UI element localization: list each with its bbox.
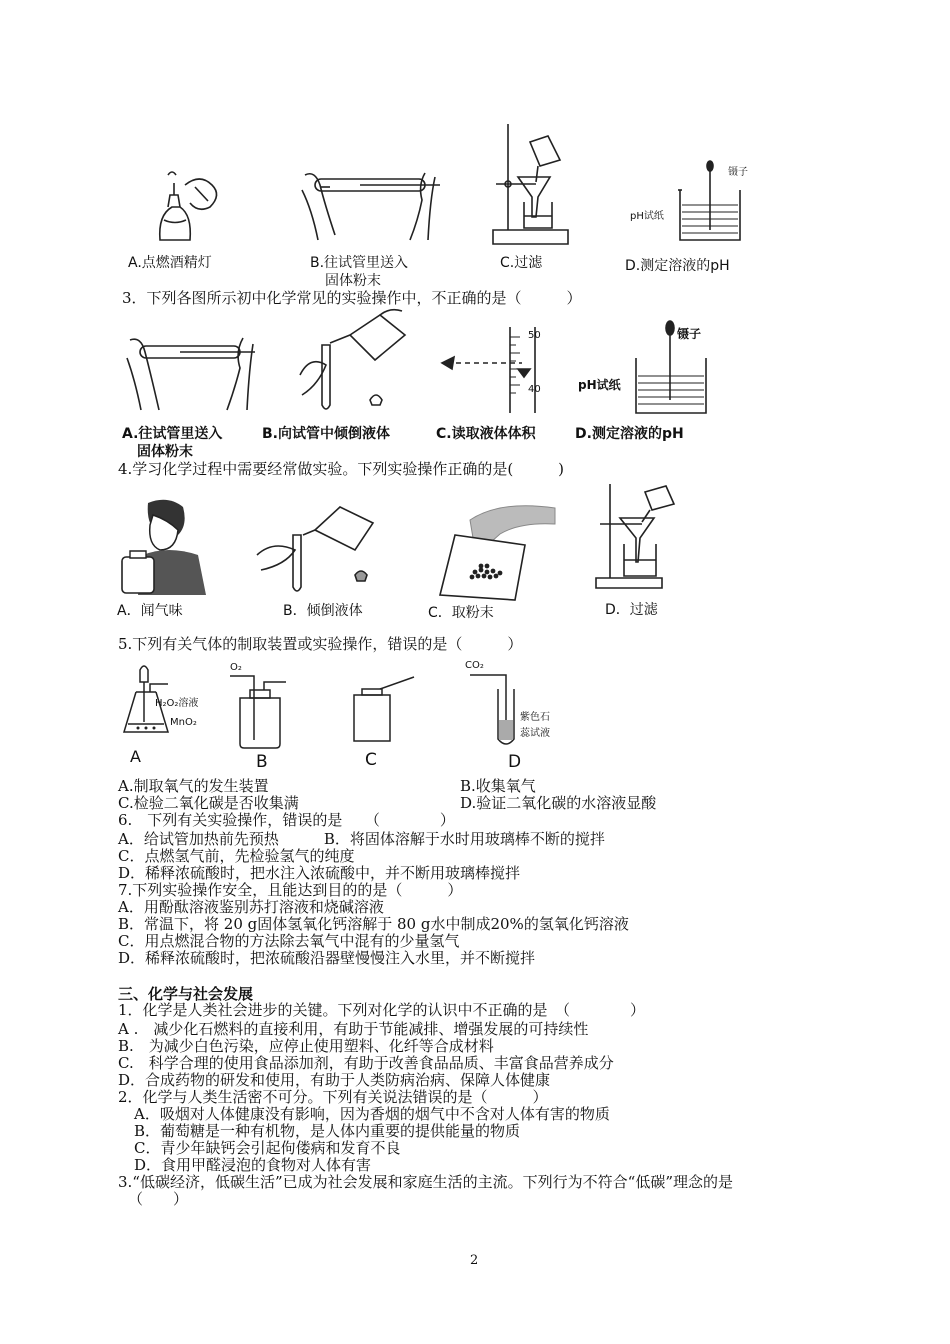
q3-test-tube-powder-figure [125, 330, 260, 415]
page-number: 2 [470, 1253, 479, 1268]
label-scale-40: 40 [528, 384, 541, 395]
label-tweezers-top: 镊子 [728, 167, 748, 178]
q3-stem: 3．下列各图所示初中化学常见的实验操作中，不正确的是（ ） [122, 289, 582, 307]
q3-pour-liquid-figure [290, 305, 420, 415]
test-tube-powder-figure [300, 165, 445, 245]
label-ph-paper-q3: pH试纸 [578, 378, 621, 392]
top-caption-c: C.过滤 [500, 255, 543, 271]
q6-stem: 6. 下列有关实验操作，错误的是 （ ） [118, 811, 455, 829]
q7-option-b: B．常温下，将 20 g固体氢氧化钙溶解于 80 g水中制成20%的氢氧化钙溶液 [118, 915, 629, 933]
q4-caption-b: B．倾倒液体 [283, 603, 363, 619]
q4-caption-a: A．闻气味 [117, 603, 183, 619]
s3-q3-stem: 3.“低碳经济，低碳生活”已成为社会发展和家庭生活的主流。下列行为不符合“低碳”理念的是 [118, 1173, 733, 1191]
filtration-figure [488, 122, 578, 247]
q3-caption-d: D.测定溶液的pH [575, 426, 684, 442]
q5-label-mno2: MnO₂ [170, 717, 197, 728]
section-heading: 三、化学与社会发展 [118, 985, 254, 1003]
s3-q2-option-c: C．青少年缺钙会引起佝偻病和发育不良 [134, 1139, 401, 1157]
q7-option-a: A．用酚酞溶液鉴别苏打溶液和烧碱溶液 [118, 898, 384, 916]
q5-label-co2: CO₂ [465, 660, 484, 671]
q4-take-powder-figure [420, 500, 560, 600]
q3-caption-a1: A.往试管里送入 [122, 426, 223, 442]
top-caption-b1: B.往试管里送入 [310, 255, 409, 271]
top-caption-d: D.测定溶液的pH [625, 258, 730, 274]
q5-option-d: D.验证二氧化碳的水溶液显酸 [460, 794, 657, 812]
s3-q1-option-c: C. 科学合理的使用食品添加剂，有助于改善食品品质、丰富食品营养成分 [118, 1054, 614, 1072]
q5-option-a: A.制取氧气的发生装置 [118, 777, 269, 795]
s3-q2-option-a: A．吸烟对人体健康没有影响，因为香烟的烟气中不含对人体有害的物质 [134, 1105, 610, 1123]
q7-stem: 7.下列实验操作安全，且能达到目的的是（ ） [118, 881, 463, 899]
q5-letter-d: D [508, 752, 522, 772]
q5-label-litmus-2: 蕊试液 [520, 728, 550, 739]
alcohol-lamp-figure [150, 165, 230, 245]
s3-q3-blank: （ ） [128, 1190, 189, 1208]
q5-stem: 5.下列有关气体的制取装置或实验操作，错误的是（ ） [118, 635, 523, 653]
q3-caption-a2: 固体粉末 [137, 444, 193, 460]
q6-option-d: D．稀释浓硫酸时，把水注入浓硫酸中，并不断用玻璃棒搅拌 [118, 864, 521, 882]
label-tweezers-q3: 镊子 [677, 327, 702, 341]
q5-letter-a: A [130, 747, 141, 766]
q5-label-h2o2: H₂O₂溶液 [155, 698, 199, 709]
q4-caption-c: C．取粉末 [428, 605, 494, 621]
label-ph-paper-top: pH试纸 [630, 211, 664, 222]
q5-letter-b: B [256, 752, 268, 772]
label-scale-50: 50 [528, 330, 541, 341]
q5-option-c: C.检验二氧化碳是否收集满 [118, 794, 299, 812]
q4-smell-figure [118, 495, 208, 595]
q5-fig-b-collector [230, 670, 290, 750]
q5-label-litmus-1: 紫色石 [520, 712, 550, 723]
s3-q2-option-d: D．食用甲醛浸泡的食物对人体有害 [134, 1156, 372, 1174]
q7-option-d: D．稀释浓硫酸时，把浓硫酸沿器壁慢慢注入水里，并不断搅拌 [118, 949, 536, 967]
q5-letter-c: C [365, 750, 377, 770]
s3-q1-option-a: A . 减少化石燃料的直接利用，有助于节能减排、增强发展的可持续性 [118, 1020, 589, 1038]
q3-caption-b: B.向试管中倾倒液体 [262, 426, 390, 442]
s3-q1-option-b: B. 为减少白色污染，应停止使用塑料、化纤等合成材料 [118, 1037, 494, 1055]
q3-caption-c: C.读取液体体积 [436, 426, 536, 442]
q4-filtration-figure [590, 482, 680, 592]
q6-option-ab: A．给试管加热前先预热 B．将固体溶解于水时用玻璃棒不断的搅拌 [118, 830, 605, 848]
q4-caption-d: D．过滤 [605, 602, 658, 618]
q5-fig-c-check-full [350, 675, 420, 745]
s3-q2-option-b: B．葡萄糖是一种有机物，是人体内重要的提供能量的物质 [134, 1122, 521, 1140]
q7-option-c: C．用点燃混合物的方法除去氧气中混有的少量氢气 [118, 932, 460, 950]
q4-pour-liquid-figure [255, 495, 385, 595]
top-caption-b2: 固体粉末 [325, 273, 381, 289]
q5-option-b: B.收集氧气 [460, 777, 536, 795]
s3-q2-stem: 2．化学与人类生活密不可分。下列有关说法错误的是（ ） [118, 1088, 548, 1106]
s3-q1-option-d: D．合成药物的研发和使用，有助于人类防病治病、保障人体健康 [118, 1071, 551, 1089]
top-caption-a: A.点燃酒精灯 [128, 255, 212, 271]
q4-stem: 4.学习化学过程中需要经常做实验。下列实验操作正确的是( ) [118, 460, 565, 478]
q6-option-c: C．点燃氢气前，先检验氢气的纯度 [118, 847, 355, 865]
s3-q1-stem: 1．化学是人类社会进步的关键。下列对化学的认识中不正确的是 （ ） [118, 1001, 646, 1019]
q5-label-o2: O₂ [230, 662, 242, 673]
